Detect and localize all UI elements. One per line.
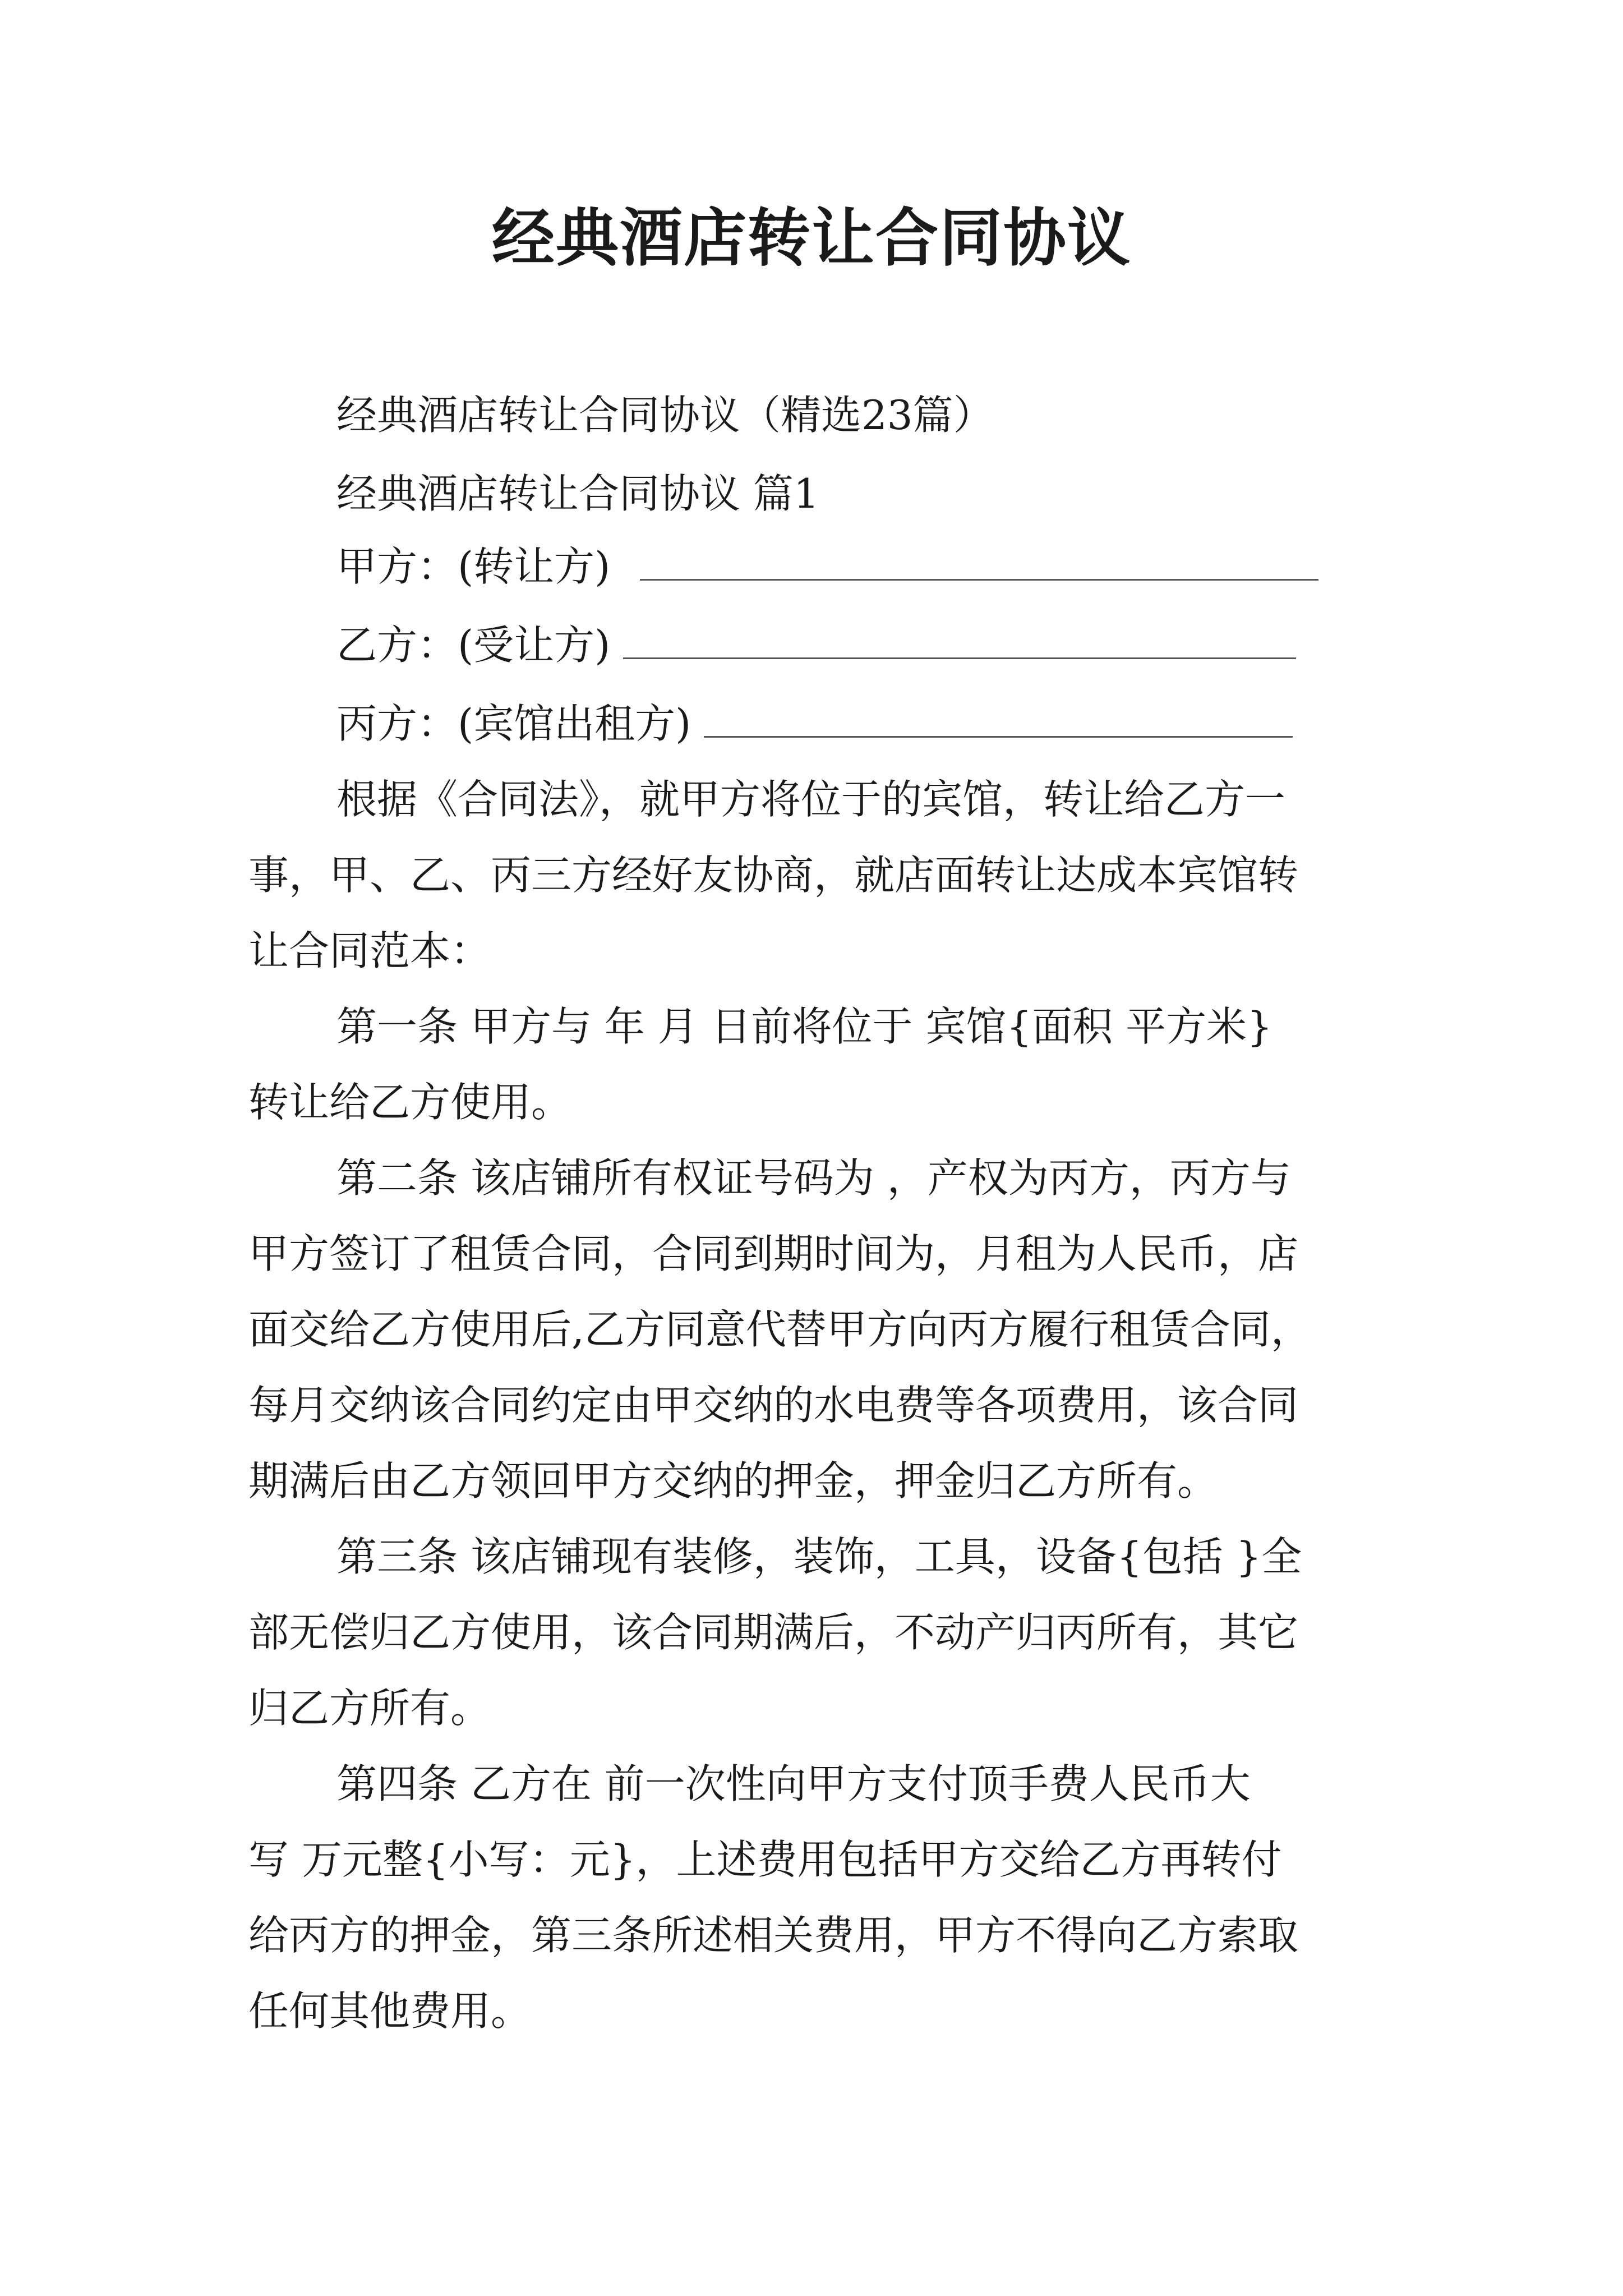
party-c-line <box>336 696 1293 752</box>
party-a-label: 甲方：(转让方) <box>336 543 611 590</box>
paragraph-line: 每月交纳该合同约定由甲交纳的水电费等各项费用，该合同 <box>248 1382 1299 1429</box>
paragraph-line: 第一条 甲方与 年 月 日前将位于 宾馆{面积 平方米} <box>336 1003 1272 1050</box>
paragraph-line: 第四条 乙方在 前一次性向甲方支付顶手费人民币大 <box>336 1760 1251 1807</box>
paragraph-line: 甲方签订了租赁合同，合同到期时间为，月租为人民币，店 <box>248 1230 1299 1277</box>
paragraph-line: 部无偿归乙方使用，该合同期满后，不动产归丙所有，其它 <box>248 1609 1299 1656</box>
paragraph-line: 根据《合同法》，就甲方将位于的宾馆，转让给乙方一 <box>336 776 1286 823</box>
party-c-label: 丙方：(宾馆出租方) <box>336 700 691 747</box>
paragraph-line: 第三条 该店铺现有装修，装饰，工具，设备{包括 }全 <box>336 1533 1302 1580</box>
party-a-blank <box>640 541 1318 581</box>
paragraph-line: 期满后由乙方领回甲方交纳的押金，押金归乙方所有。 <box>248 1457 1218 1504</box>
party-b-line <box>336 617 1296 673</box>
paragraph-line: 让合同范本： <box>248 927 491 974</box>
paragraph-line: 写 万元整{小写：元}，上述费用包括甲方交给乙方再转付 <box>248 1836 1282 1883</box>
paragraph-line: 任何其他费用。 <box>248 1987 532 2035</box>
party-b-label: 乙方：(受让方) <box>336 622 611 669</box>
party-b-blank <box>623 619 1296 659</box>
party-c-blank <box>704 698 1293 738</box>
party-a-line <box>336 539 1318 595</box>
document-subtitle: 经典酒店转让合同协议（精选23篇） <box>336 392 994 439</box>
document-title: 经典酒店转让合同协议 <box>492 201 1131 275</box>
paragraph-line: 归乙方所有。 <box>248 1685 491 1732</box>
section-heading: 经典酒店转让合同协议 篇1 <box>336 470 819 517</box>
paragraph-line: 第二条 该店铺所有权证号码为 ，产权为丙方，丙方与 <box>336 1154 1291 1202</box>
paragraph-line: 转让给乙方使用。 <box>248 1079 572 1126</box>
paragraph-line: 面交给乙方使用后,乙方同意代替甲方向丙方履行租赁合同， <box>248 1306 1311 1353</box>
paragraph-line: 给丙方的押金，第三条所述相关费用，甲方不得向乙方索取 <box>248 1912 1299 1959</box>
paragraph-line: 事，甲、乙、丙三方经好友协商，就店面转让达成本宾馆转 <box>248 852 1299 899</box>
